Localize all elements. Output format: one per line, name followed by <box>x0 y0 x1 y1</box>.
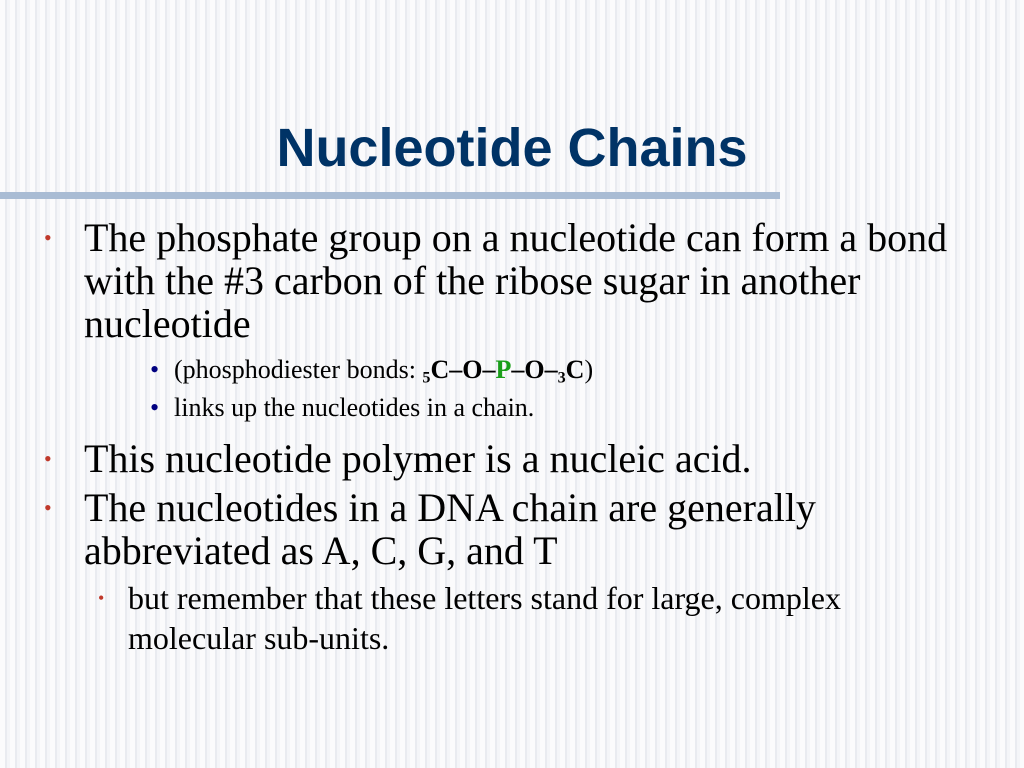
bullet-dot-icon: • <box>44 446 52 471</box>
sub-bullet-1-1 <box>0 351 1024 389</box>
formula-part-1: C–O– <box>430 355 496 384</box>
bullet-dot-icon: • <box>98 588 105 608</box>
bullet-dot-icon: • <box>150 393 160 422</box>
slide-title: Nucleotide Chains <box>276 118 748 178</box>
bullet-dot-icon: • <box>150 355 160 384</box>
sub-bullet-3-1 <box>0 578 1024 658</box>
formula-part-3: –O– <box>511 355 558 384</box>
formula-prefix: (phosphodiester bonds: <box>174 355 423 384</box>
sub-bullet-1-2-text: links up the nucleotides in a chain. <box>174 393 535 422</box>
bullet-3-text: The nucleotides in a DNA chain are generally abbreviated as A, C, G, and T <box>84 485 816 573</box>
formula-suffix: ) <box>584 355 594 384</box>
formula-subscript-5: 5 <box>422 369 431 387</box>
formula-phosphorus: P <box>495 355 512 384</box>
bullet-dot-icon: • <box>44 495 52 520</box>
title-underline <box>0 192 780 199</box>
bullet-3 <box>0 486 1024 572</box>
bullet-dot-icon: • <box>44 225 52 250</box>
sub-bullet-3-1-text: but remember that these letters stand for large, complex molecular sub-units. <box>128 580 841 656</box>
bullet-2-text: This nucleotide polymer is a nucleic acid. <box>84 436 752 481</box>
bullet-1-text: The phosphate group on a nucleotide can form a bond with the #3 carbon of the ribose sugar in another nucleotide <box>84 215 948 346</box>
formula-part-4: C <box>565 355 585 384</box>
bullet-1 <box>0 216 1024 345</box>
sub-bullet-1-2 <box>0 389 1024 427</box>
formula-subscript-3: 3 <box>557 369 566 387</box>
bullet-2 <box>0 437 1024 480</box>
slide-content <box>0 216 1024 658</box>
